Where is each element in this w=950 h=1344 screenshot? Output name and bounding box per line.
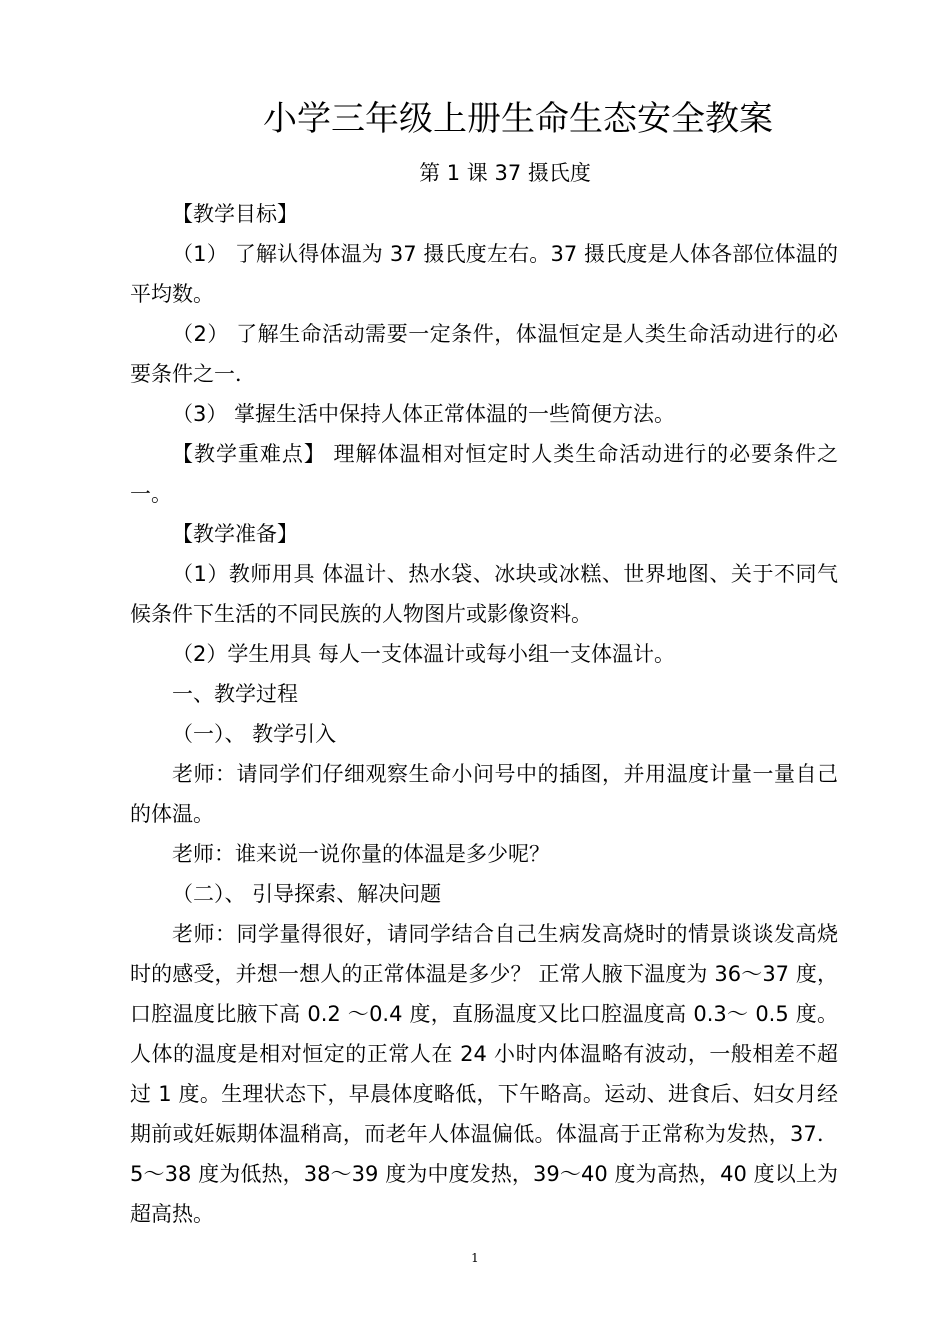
paragraph-teacher-3: 老师：同学量得很好，请同学结合自己生病发高烧时的情景谈谈发高烧时的感受，并想一想人的正常体温是多少？ 正常人腋下温度为 36～37 度，口腔温度比腋下高 0.2 ～0.4 度，直肠温度又比口腔温度高 0.3～ 0.5 度。人体的温度是相对恒定的正常人在 24 小时内体温略有波动，一般相差不超过 1 度。生理状态下，早晨体度略低，下午略高。运动、进食后、妇女月经期前或妊娠期体温稍高，而老年人体温偏低。体温高于正常称为发热，37．5～38 度为低热，38～39 度为中度发热，39～40 度为高热，40 度以上为超高热。 (130, 922, 838, 1226)
paragraph-teacher-2: 老师：谁来说一说你量的体温是多少呢？ (172, 842, 550, 866)
paragraph-preparation-heading: 【教学准备】 (172, 522, 298, 546)
paragraph-teacher-1: 老师：请同学们仔细观察生命小问号中的插图，并用温度计量一量自己的体温。 (130, 762, 838, 826)
paragraph-section-explore: （二）、 引导探索、解决问题 (172, 882, 442, 906)
paragraph-key-points: 【教学重难点】 理解体温相对恒定时人类生命活动进行的必要条件之一。 (130, 442, 838, 506)
paragraph-student-tools: （2）学生用具 每人一支体温计或每小组一支体温计。 (172, 642, 676, 666)
paragraph-objective-1: （1） 了解认得体温为 37 摄氏度左右。37 摄氏度是人体各部位体温的平均数。 (130, 242, 838, 306)
page-number: 1 (471, 1251, 479, 1265)
paragraph-objective-3: （3） 掌握生活中保持人体正常体温的一些简便方法。 (172, 402, 676, 426)
document-title: 小学三年级上册生命生态安全教案 (263, 99, 773, 139)
paragraph-teacher-tools: （1）教师用具 体温计、热水袋、冰块或冰糕、世界地图、关于不同气候条件下生活的不同民族的人物图片或影像资料。 (130, 562, 838, 626)
paragraph-process-heading: 一、教学过程 (172, 682, 298, 706)
document-body (130, 194, 838, 1234)
paragraph-objectives-heading: 【教学目标】 (172, 202, 298, 226)
paragraph-objective-2: （2） 了解生命活动需要一定条件，体温恒定是人类生命活动进行的必要条件之一． (130, 322, 838, 386)
paragraph-section-intro: （一）、 教学引入 (172, 722, 337, 746)
lesson-subtitle: 第 1 课 37 摄氏度 (419, 161, 591, 185)
